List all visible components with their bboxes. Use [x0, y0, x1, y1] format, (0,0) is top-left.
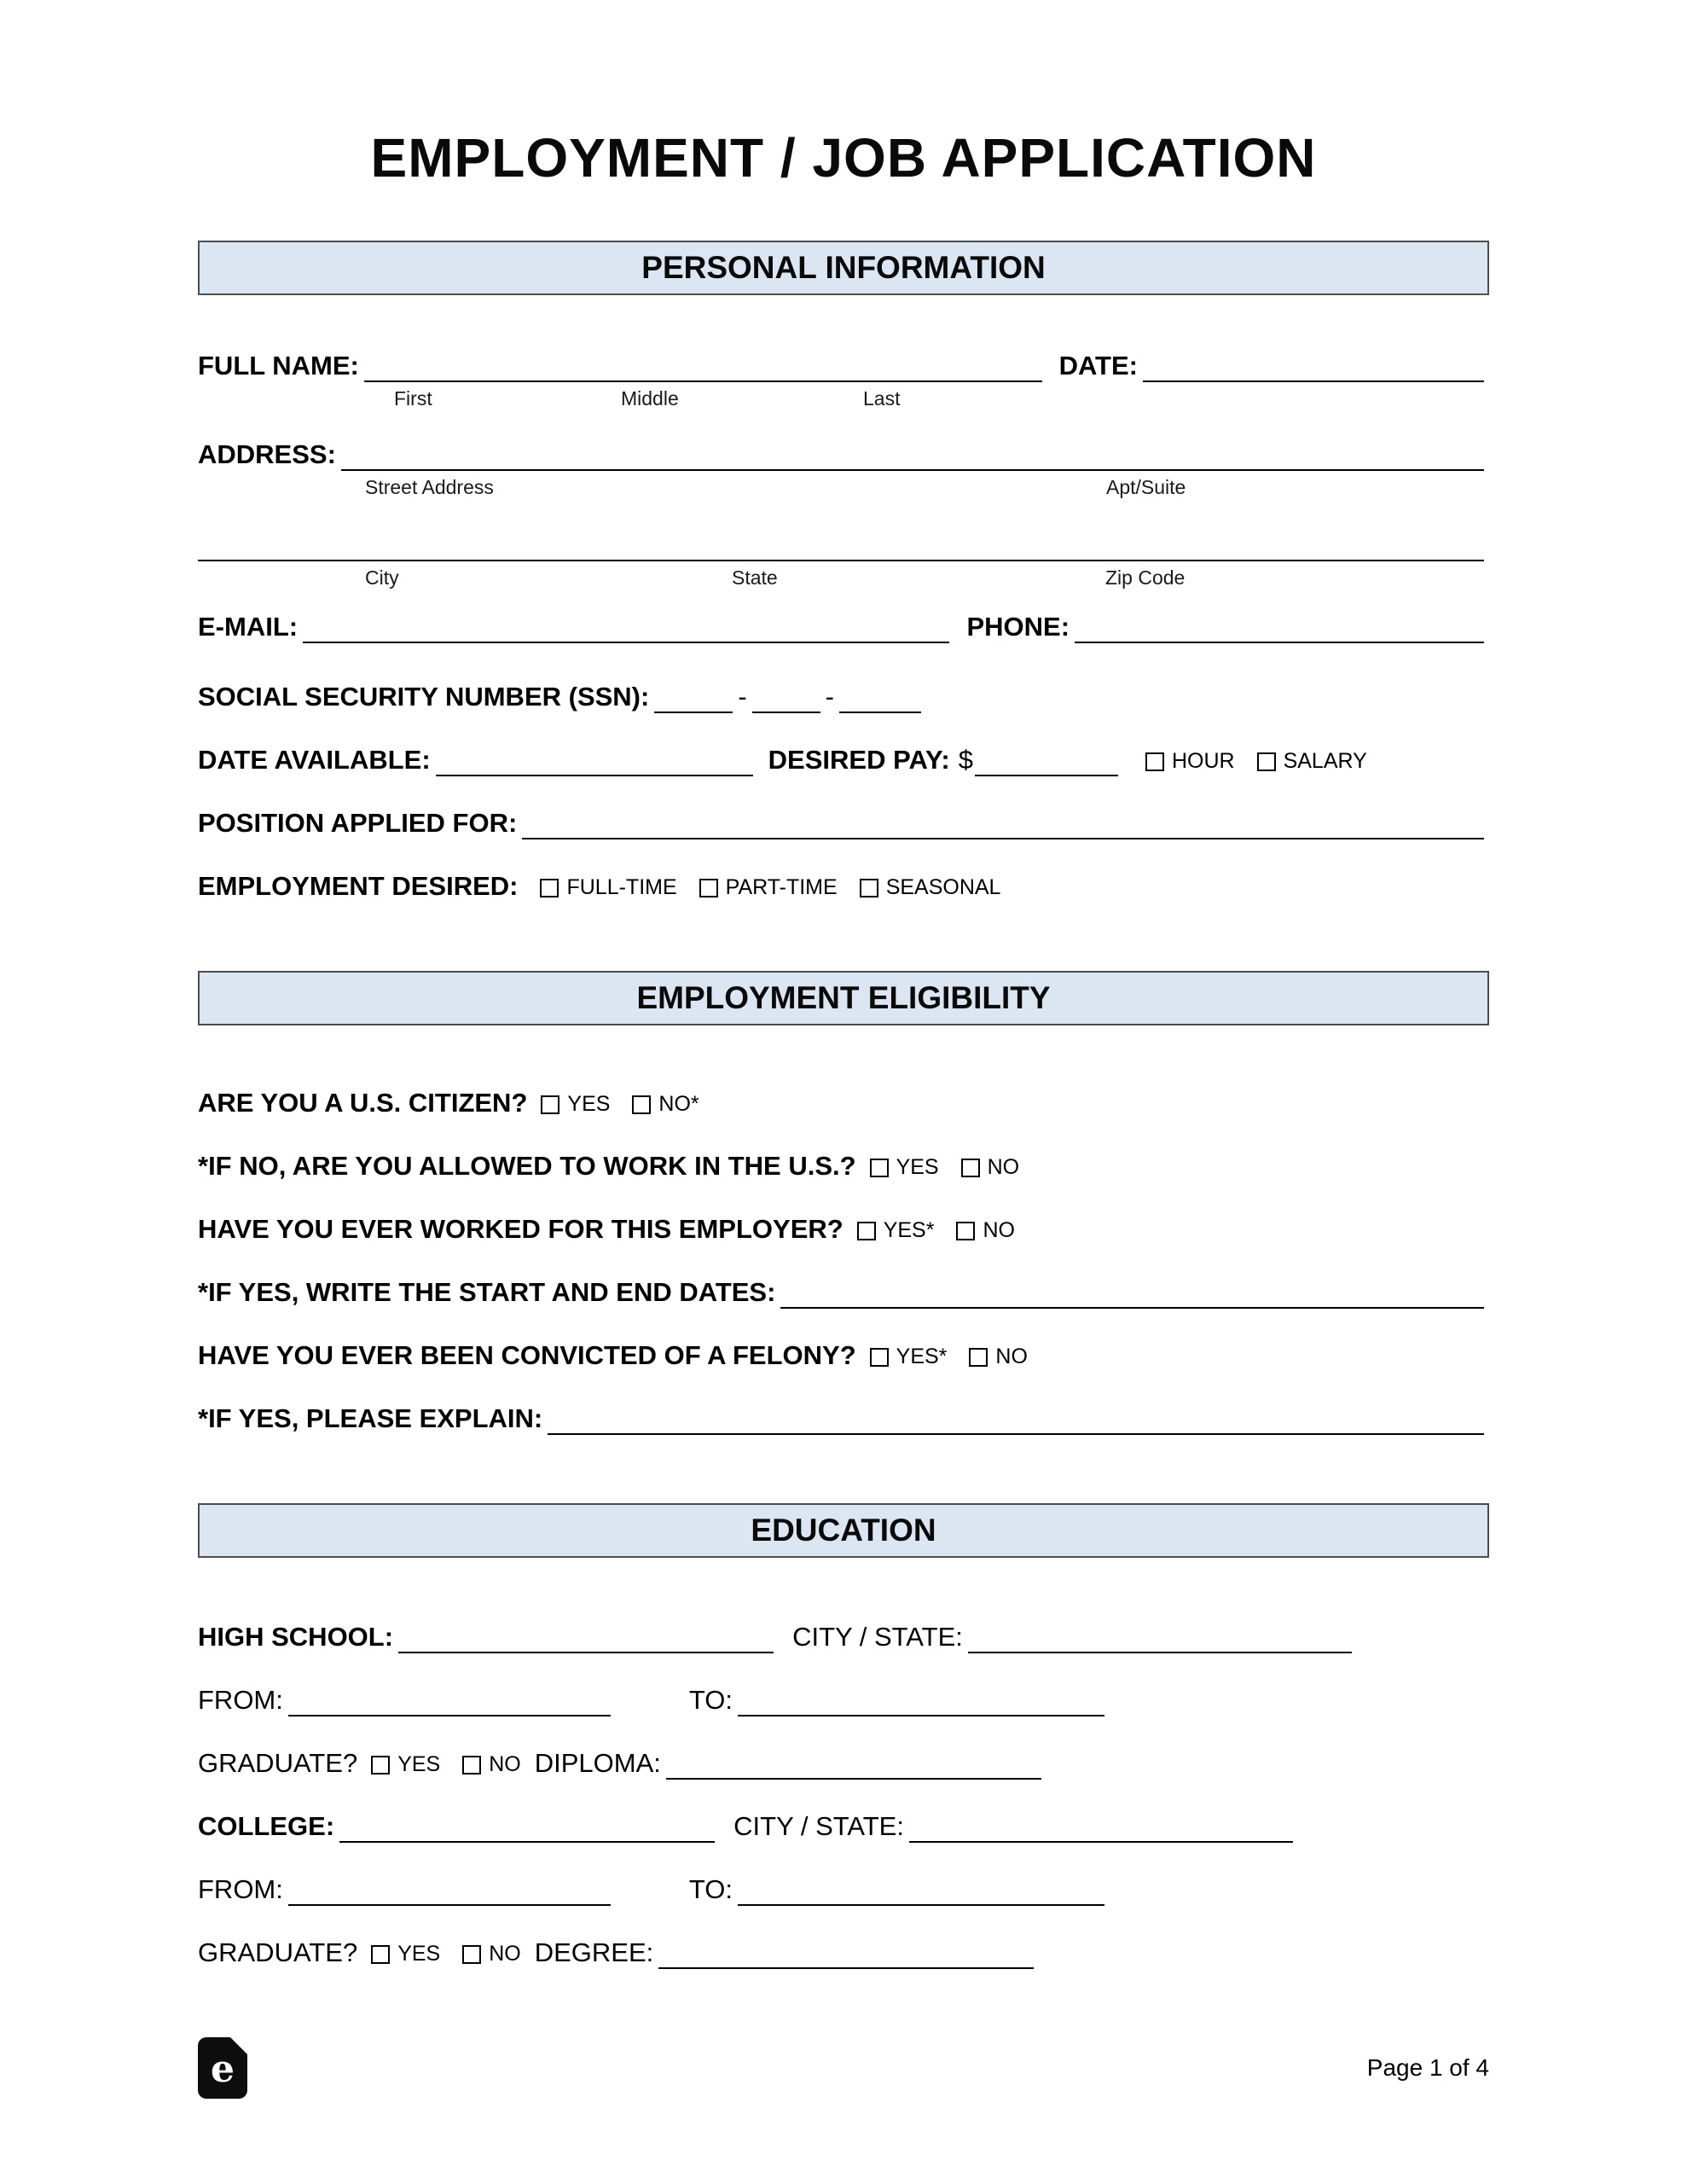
hs-graduate-no-label: NO	[489, 1752, 521, 1776]
hs-graduate-label: GRADUATE?	[198, 1748, 358, 1778]
full-time-label: FULL-TIME	[566, 875, 677, 899]
degree-label: DEGREE:	[534, 1937, 654, 1967]
citizen-row	[198, 1087, 1489, 1119]
ssn-dash-1: -	[738, 682, 747, 712]
city-state-zip-input[interactable]	[198, 532, 1484, 561]
desired-pay-label: DESIRED PAY:	[768, 745, 950, 775]
college-from-label: FROM:	[198, 1874, 283, 1904]
street-address-sublabel: Street Address	[365, 476, 494, 498]
citizen-no-label: NO*	[658, 1092, 699, 1116]
section-header-personal-label: PERSONAL INFORMATION	[641, 250, 1046, 285]
apt-suite-sublabel: Apt/Suite	[1106, 476, 1186, 498]
hs-from-input[interactable]	[288, 1687, 611, 1716]
felony-explain-input[interactable]	[548, 1406, 1484, 1435]
position-row	[198, 807, 1489, 839]
hour-checkbox[interactable]	[1145, 752, 1164, 771]
section-header-eligibility	[198, 971, 1489, 1025]
college-row	[198, 1810, 1489, 1843]
full-name-sublabels	[198, 386, 1489, 413]
allowed-yes-label: YES	[896, 1155, 939, 1179]
seasonal-checkbox[interactable]	[860, 879, 878, 897]
degree-input[interactable]	[658, 1940, 1034, 1969]
page-title: EMPLOYMENT / JOB APPLICATION	[370, 127, 1317, 189]
email-phone-row	[198, 611, 1489, 643]
college-graduate-label: GRADUATE?	[198, 1937, 358, 1967]
date-available-input[interactable]	[436, 747, 753, 776]
college-graduate-no-label: NO	[489, 1942, 521, 1966]
hs-graduate-row	[198, 1747, 1489, 1780]
worked-before-row	[198, 1213, 1489, 1246]
email-label: E-MAIL:	[198, 612, 299, 642]
ssn-input-1[interactable]	[654, 684, 733, 713]
worked-yes-label: YES*	[883, 1218, 935, 1242]
college-from-input[interactable]	[288, 1877, 611, 1906]
state-sublabel: State	[732, 566, 778, 589]
employment-desired-row	[198, 870, 1489, 903]
hs-from-label: FROM:	[198, 1685, 283, 1715]
part-time-checkbox[interactable]	[699, 879, 718, 897]
full-name-input[interactable]	[364, 353, 1042, 382]
date-available-label: DATE AVAILABLE:	[198, 745, 431, 775]
felony-explain-row	[198, 1403, 1489, 1435]
felony-no-label: NO	[995, 1345, 1028, 1368]
diploma-input[interactable]	[666, 1751, 1041, 1780]
desired-pay-currency: $	[958, 745, 973, 775]
hs-graduate-yes-label: YES	[397, 1752, 441, 1776]
hs-to-label: TO:	[688, 1685, 733, 1715]
start-end-dates-row	[198, 1276, 1489, 1309]
page-footer	[198, 2032, 1489, 2104]
email-input[interactable]	[303, 614, 949, 643]
felony-question: HAVE YOU EVER BEEN CONVICTED OF A FELONY?	[198, 1340, 856, 1370]
citizen-question: ARE YOU A U.S. CITIZEN?	[198, 1088, 528, 1118]
felony-no-checkbox[interactable]	[969, 1348, 988, 1367]
city-sublabel: City	[365, 566, 399, 589]
salary-checkbox[interactable]	[1257, 752, 1276, 771]
address-line2-row	[198, 532, 1489, 561]
felony-yes-checkbox[interactable]	[870, 1348, 889, 1367]
college-to-label: TO:	[688, 1874, 733, 1904]
seasonal-label: SEASONAL	[885, 875, 1001, 899]
hs-graduate-no-checkbox[interactable]	[462, 1756, 481, 1774]
eforms-logo-letter: e	[211, 2048, 235, 2091]
date-label: DATE:	[1058, 351, 1138, 380]
start-end-dates-question: *IF YES, WRITE THE START AND END DATES:	[198, 1277, 776, 1307]
hs-graduate-yes-checkbox[interactable]	[371, 1756, 390, 1774]
phone-input[interactable]	[1075, 614, 1484, 643]
college-graduate-yes-label: YES	[397, 1942, 441, 1966]
hour-label: HOUR	[1171, 749, 1235, 773]
hs-from-to-row	[198, 1684, 1489, 1716]
high-school-input[interactable]	[398, 1624, 774, 1653]
middle-sublabel: Middle	[621, 387, 679, 410]
worked-no-checkbox[interactable]	[956, 1222, 975, 1240]
address-label: ADDRESS:	[198, 439, 336, 469]
date-available-row	[198, 744, 1489, 776]
ssn-dash-2: -	[825, 682, 834, 712]
allowed-to-work-question: *IF NO, ARE YOU ALLOWED TO WORK IN THE U.S.?	[198, 1151, 856, 1181]
college-to-input[interactable]	[738, 1877, 1104, 1906]
college-city-state-input[interactable]	[909, 1814, 1293, 1843]
felony-yes-label: YES*	[896, 1345, 948, 1368]
college-graduate-yes-checkbox[interactable]	[371, 1945, 390, 1964]
hs-city-state-input[interactable]	[968, 1624, 1352, 1653]
allowed-yes-checkbox[interactable]	[870, 1159, 889, 1177]
zip-code-sublabel: Zip Code	[1105, 566, 1186, 589]
felony-row	[198, 1339, 1489, 1372]
ssn-input-3[interactable]	[839, 684, 921, 713]
citizen-yes-label: YES	[567, 1092, 611, 1116]
ssn-label: SOCIAL SECURITY NUMBER (SSN):	[198, 682, 650, 712]
high-school-row	[198, 1621, 1489, 1653]
citizen-no-checkbox[interactable]	[632, 1095, 651, 1114]
worked-yes-checkbox[interactable]	[857, 1222, 876, 1240]
allowed-no-label: NO	[987, 1155, 1020, 1179]
diploma-label: DIPLOMA:	[534, 1748, 661, 1778]
section-header-education-label: EDUCATION	[751, 1513, 936, 1548]
last-sublabel: Last	[863, 387, 901, 410]
position-input[interactable]	[522, 810, 1484, 839]
date-input[interactable]	[1143, 353, 1484, 382]
address-row	[198, 439, 1489, 471]
first-sublabel: First	[394, 387, 432, 410]
start-end-dates-input[interactable]	[780, 1280, 1484, 1309]
ssn-row	[198, 681, 1489, 713]
page-number: Page 1 of 4	[1366, 2054, 1489, 2081]
full-name-label: FULL NAME:	[198, 351, 359, 380]
eforms-logo-fold-icon	[230, 2037, 247, 2054]
college-input[interactable]	[339, 1814, 715, 1843]
section-header-eligibility-label: EMPLOYMENT ELIGIBILITY	[636, 980, 1051, 1015]
allowed-to-work-row	[198, 1150, 1489, 1182]
full-time-checkbox[interactable]	[540, 879, 559, 897]
college-city-state-label: CITY / STATE:	[733, 1811, 904, 1841]
position-label: POSITION APPLIED FOR:	[198, 808, 518, 838]
desired-pay-input[interactable]	[975, 747, 1118, 776]
address-line2-sublabels	[198, 565, 1489, 592]
employment-desired-label: EMPLOYMENT DESIRED:	[198, 871, 519, 901]
college-label: COLLEGE:	[198, 1811, 335, 1841]
felony-explain-question: *IF YES, PLEASE EXPLAIN:	[198, 1403, 543, 1433]
salary-label: SALARY	[1283, 749, 1367, 773]
allowed-no-checkbox[interactable]	[961, 1159, 980, 1177]
part-time-label: PART-TIME	[725, 875, 838, 899]
full-name-row	[198, 350, 1489, 382]
college-graduate-no-checkbox[interactable]	[462, 1945, 481, 1964]
street-address-input[interactable]	[341, 442, 1484, 471]
high-school-label: HIGH SCHOOL:	[198, 1622, 394, 1652]
eforms-logo-icon	[198, 2037, 247, 2099]
address-sublabels	[198, 474, 1489, 502]
phone-label: PHONE:	[966, 612, 1070, 642]
hs-to-input[interactable]	[738, 1687, 1104, 1716]
hs-city-state-label: CITY / STATE:	[792, 1622, 963, 1652]
worked-no-label: NO	[983, 1218, 1015, 1242]
worked-before-question: HAVE YOU EVER WORKED FOR THIS EMPLOYER?	[198, 1214, 844, 1244]
ssn-input-2[interactable]	[752, 684, 820, 713]
section-header-education	[198, 1503, 1489, 1558]
college-graduate-row	[198, 1937, 1489, 1969]
section-header-personal	[198, 241, 1489, 295]
citizen-yes-checkbox[interactable]	[541, 1095, 559, 1114]
college-from-to-row	[198, 1873, 1489, 1906]
